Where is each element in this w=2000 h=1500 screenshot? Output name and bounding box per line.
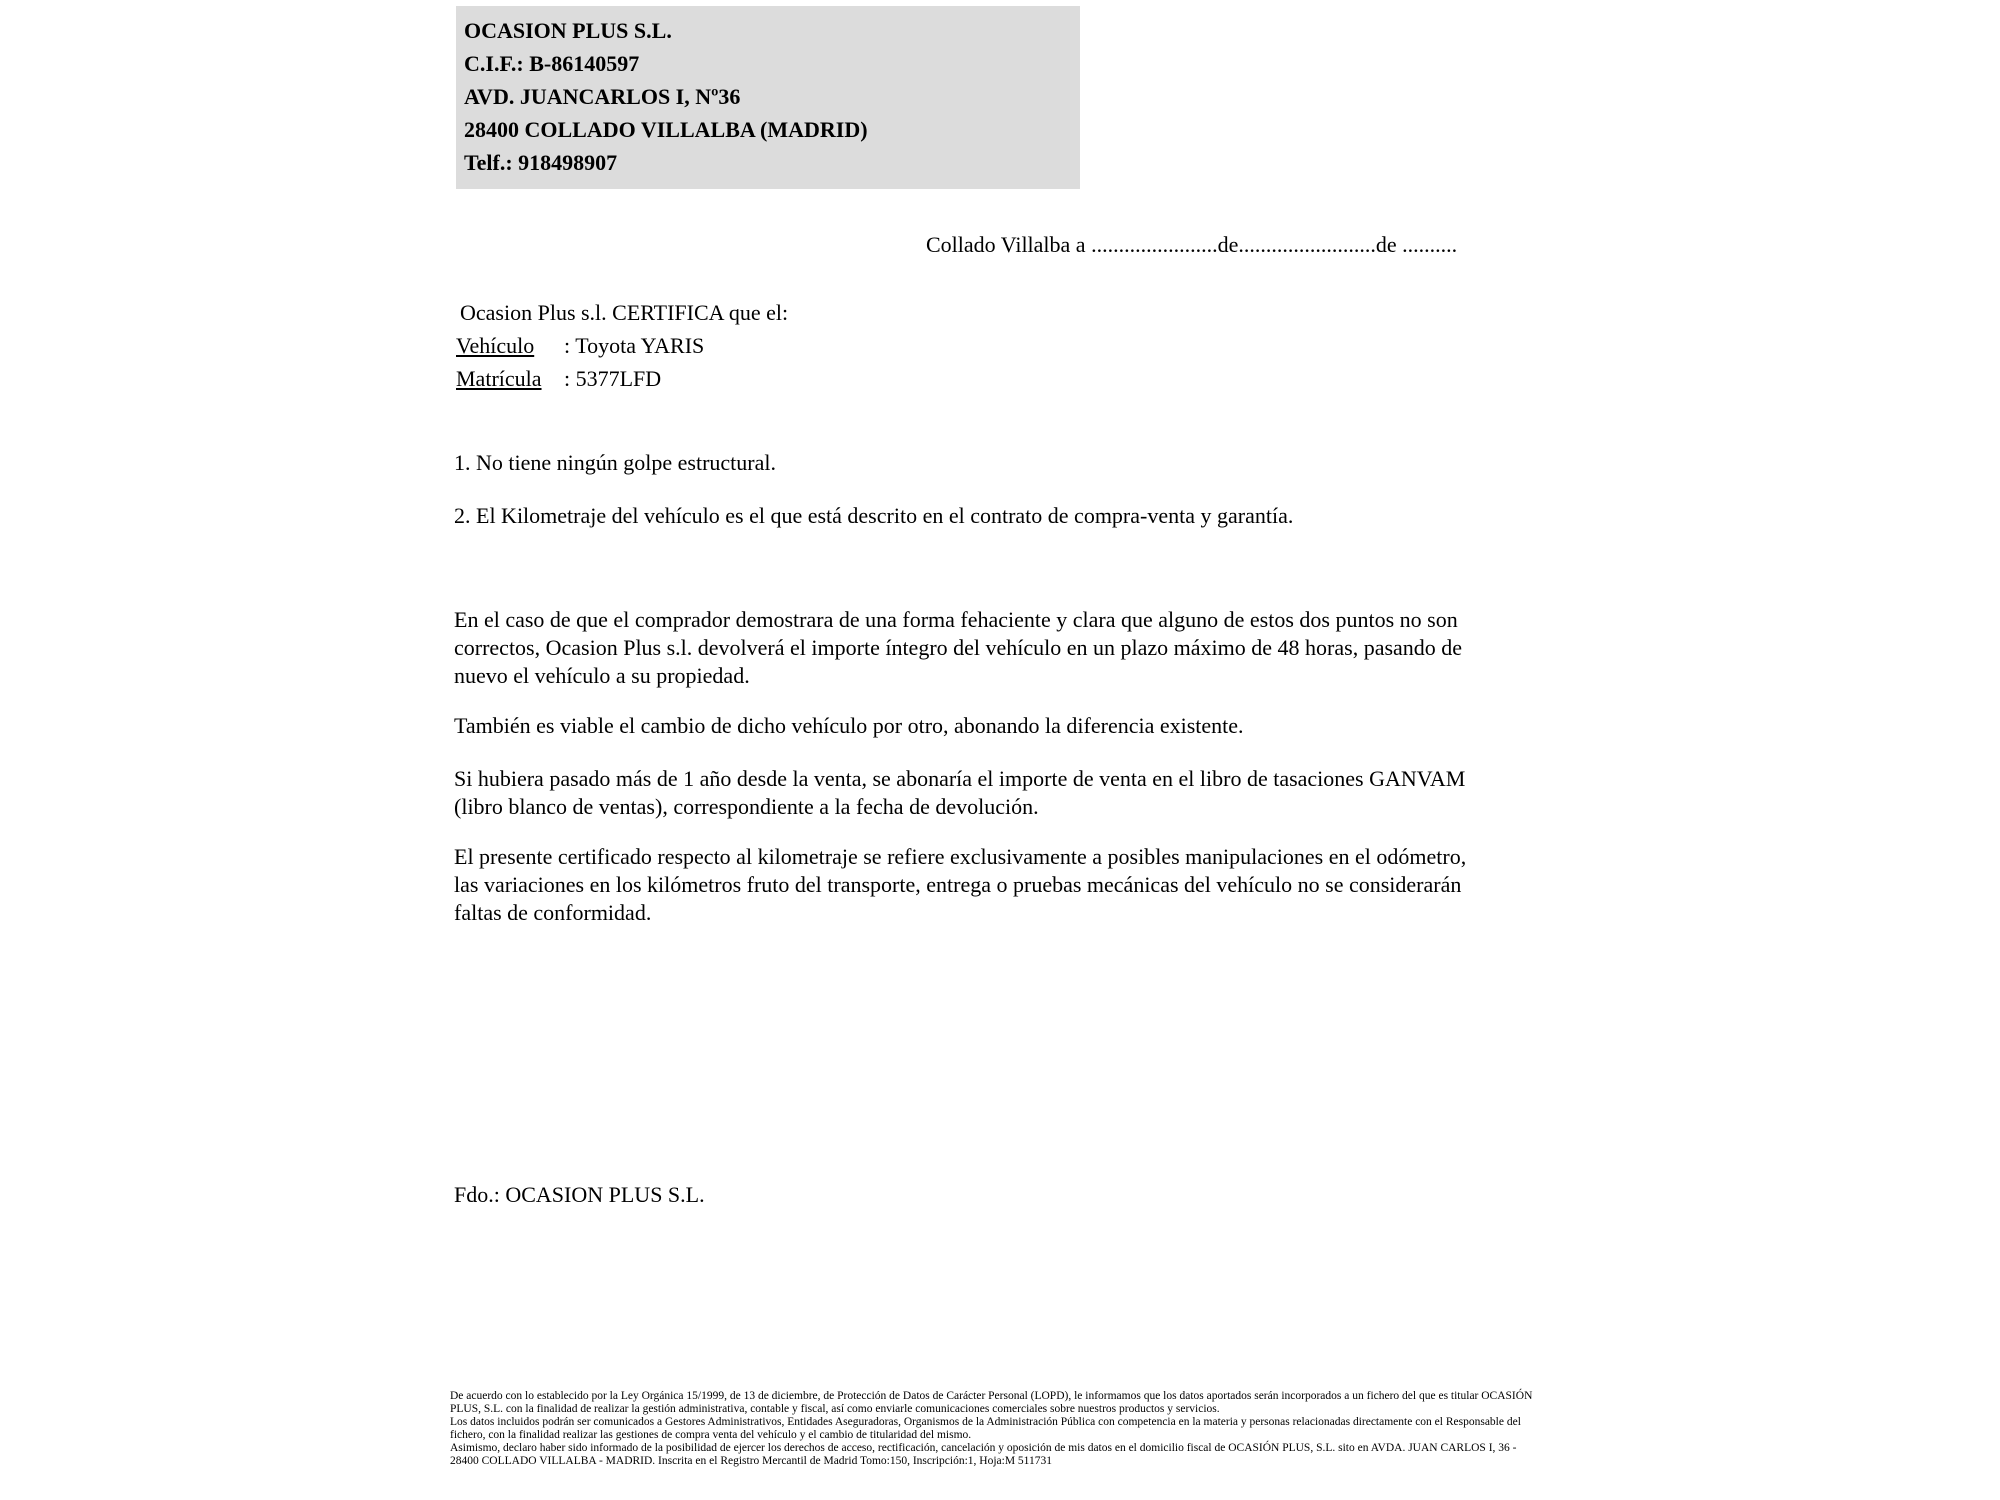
plate-row [456, 362, 788, 395]
company-letterhead [456, 6, 1080, 189]
point-2: 2. El Kilometraje del vehículo es el que está descrito en el contrato de compra-venta y garantía. [454, 503, 1294, 528]
vehicle-row [456, 329, 788, 362]
plate-label: Matrícula [456, 366, 542, 391]
date-line: Collado Villalba a .......................de.........................de .......... [926, 232, 1458, 257]
legal-footer-paragraph-data-sharing: Los datos incluidos podrán ser comunicados a Gestores Administrativos, Entidades Aseguradoras, Organismos de la Administración Pública con competencia en la materia y personas relacionadas directamente con el Responsable del fichero, con la finalidad realizar las gestiones de compra venta del vehículo y el cambio de titularidad del mismo. [450, 1416, 1521, 1441]
legal-footer [450, 1390, 1542, 1468]
plate-value: : 5377LFD [564, 366, 662, 391]
company-cif: C.I.F.: B-86140597 [464, 51, 640, 76]
legal-footer-paragraph-lopd: De acuerdo con lo establecido por la Ley Orgánica 15/1999, de 13 de diciembre, de Protección de Datos de Carácter Personal (LOPD), le informamos que los datos aportados serán incorporados a un fichero del que es titular OCASIÓN PLUS, S.L. con la finalidad de realizar la gestión administrativa, contable y fiscal, así como enviarle comunicaciones comerciales sobre nuestros productos y servicios. [450, 1390, 1533, 1415]
company-address-line2: 28400 COLLADO VILLALBA (MADRID) [464, 117, 868, 142]
vehicle-value: : Toyota YARIS [564, 333, 705, 358]
point-1: 1. No tiene ningún golpe estructural. [454, 450, 776, 475]
certified-points [454, 449, 1494, 530]
signature-line: Fdo.: OCASION PLUS S.L. [454, 1182, 705, 1207]
paragraph-exchange-option: También es viable el cambio de dicho vehículo por otro, abonando la diferencia existente. [454, 713, 1244, 738]
vehicle-label: Vehículo [456, 333, 535, 358]
certify-block [456, 297, 788, 395]
company-address-line1: AVD. JUANCARLOS I, Nº36 [464, 84, 741, 109]
paragraph-refund-policy: En el caso de que el comprador demostrara de una forma fehaciente y clara que alguno de estos dos puntos no son correctos, Ocasion Plus s.l. devolverá el importe íntegro del vehículo en un plazo máximo de 48 horas, pasando de nuevo el vehículo a su propiedad. [454, 607, 1463, 688]
company-name: OCASION PLUS S.L. [464, 18, 672, 43]
paragraph-odometer-disclaimer: El presente certificado respecto al kilometraje se refiere exclusivamente a posibles manipulaciones en el odómetro, las variaciones en los kilómetros fruto del transporte, entrega o pruebas mecánicas del vehículo no se considerarán faltas de conformidad. [454, 844, 1467, 925]
certify-intro: Ocasion Plus s.l. CERTIFICA que el: [460, 300, 789, 325]
legal-footer-paragraph-rights: Asimismo, declaro haber sido informado de la posibilidad de ejercer los derechos de acceso, rectificación, cancelación y oposición de mis datos en el domicilio fiscal de OCASIÓN PLUS, S.L. sito en AVDA. JUAN CARLOS I, 36 - 28400 COLLADO VILLALBA - MADRID. Inscrita en el Registro Mercantil de Madrid Tomo:150, Inscripción:1, Hoja:M 511731 [450, 1442, 1517, 1467]
paragraph-ganvam-valuation: Si hubiera pasado más de 1 año desde la venta, se abonaría el importe de venta en el libro de tasaciones GANVAM (libro blanco de ventas), correspondiente a la fecha de devolución. [454, 766, 1466, 819]
company-phone: Telf.: 918498907 [464, 150, 618, 175]
